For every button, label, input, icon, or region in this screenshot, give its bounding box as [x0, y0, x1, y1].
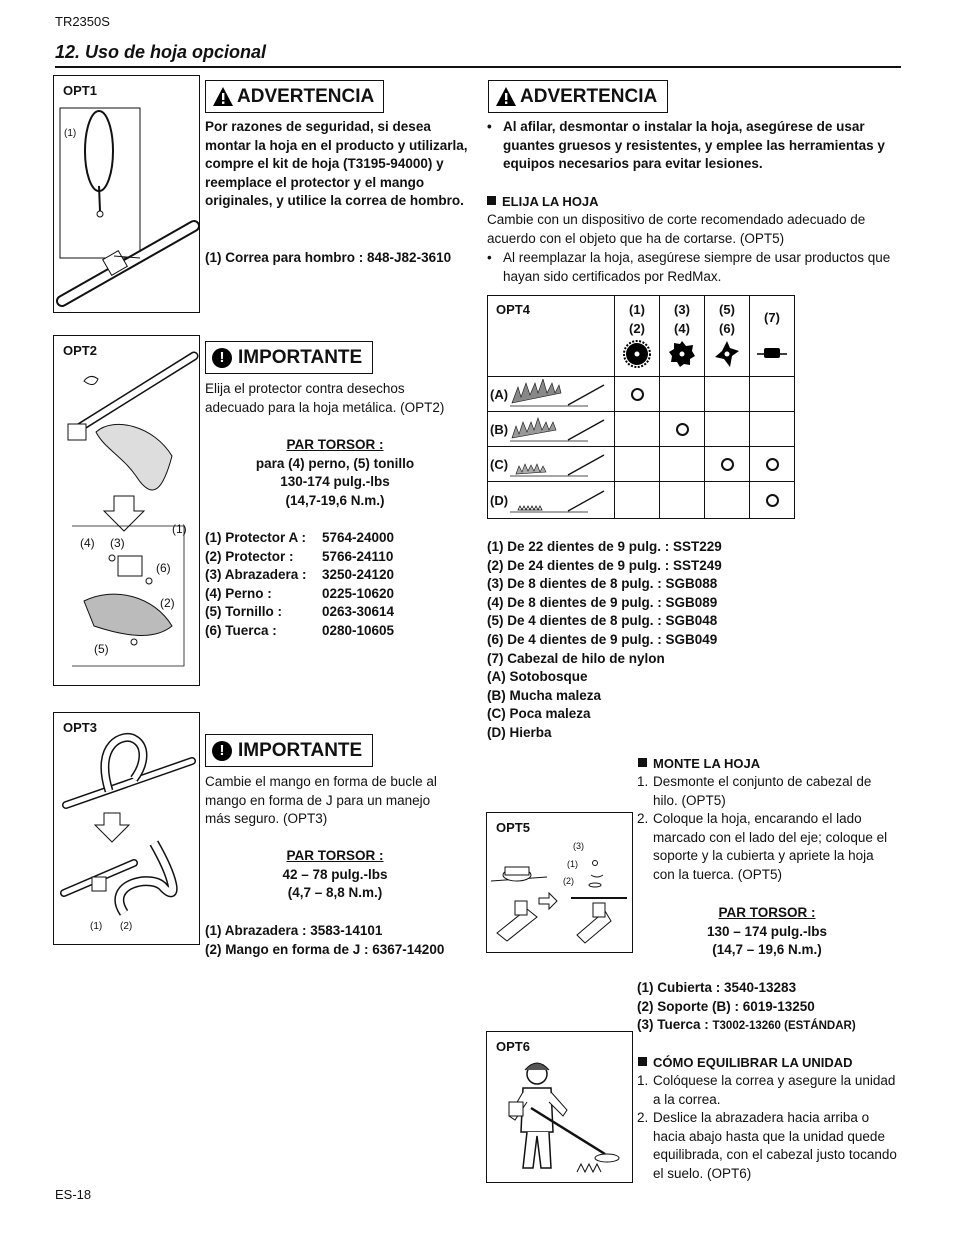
- list-item: 2. Coloque la hoja, encarando el lado marcado con el lado del eje; coloque el soporte y la cubierta y apriete la hoja con la tuerca. (OPT5): [637, 810, 899, 884]
- row-cell: [488, 482, 615, 519]
- blade-legend: [487, 538, 787, 743]
- recommended-mark-icon: [676, 423, 689, 436]
- row-cell: [488, 447, 615, 482]
- header-rule: [55, 66, 901, 68]
- opt3-notice-badge: [205, 734, 373, 767]
- mount-parts-list: [637, 979, 899, 1036]
- legend-item: (B) Mucha maleza: [487, 687, 602, 703]
- legend-item: (C) Poca maleza: [487, 706, 591, 722]
- opt2-parts-list: [205, 529, 465, 641]
- opt2-torque-line: para (4) perno, (5) tonillo: [255, 455, 415, 471]
- saw-blade-22-24-icon: [623, 340, 651, 368]
- legend-item: (6) De 4 dientes de 9 pulg. : SGB049: [487, 631, 718, 647]
- opt2-callout-2: (2): [160, 596, 175, 610]
- balance-heading: CÓMO EQUILIBRAR LA UNIDAD: [638, 1054, 853, 1073]
- exclamation-icon: !: [212, 741, 232, 761]
- table-row: [488, 377, 795, 412]
- recommended-mark-icon: [766, 458, 779, 471]
- mark-cell: [615, 412, 660, 447]
- operator-balancing-illustration: [487, 1032, 632, 1182]
- table-header-row: [488, 296, 795, 377]
- choose-bullet: [487, 249, 897, 286]
- mark-cell: [705, 412, 750, 447]
- mount-torque-title: PAR TORSOR :: [718, 905, 816, 920]
- opt3-callout-2: (2): [120, 921, 133, 932]
- part-row: [205, 603, 465, 622]
- mount-steps: [637, 773, 899, 885]
- light-weeds-illustration: [508, 449, 608, 479]
- right-warning-bullet: [487, 118, 895, 174]
- part-row: (3) Tuerca : T3002-13260 (ESTÁNDAR): [637, 1017, 856, 1033]
- opt2-callout-5: (5): [94, 642, 109, 656]
- list-item: 1. Colóquese la correa y asegure la unidad a la correa.: [637, 1072, 899, 1109]
- table-row: [488, 447, 795, 482]
- list-item: 1. Desmonte el conjunto de cabezal de hilo. (OPT5): [637, 773, 899, 810]
- mount-step-text: Desmonte el conjunto de cabezal de hilo. (OPT5): [653, 774, 872, 808]
- legend-item: (5) De 4 dientes de 8 pulg. : SGB048: [487, 613, 718, 629]
- opt1-figure-label: OPT1: [63, 83, 97, 98]
- mark-cell: [705, 447, 750, 482]
- choose-bullet-text: Al reemplazar la hoja, asegúrese siempre de usar productos que hayan sido certificados por RedMax.: [503, 250, 891, 284]
- row-label: (C): [490, 456, 509, 472]
- mark-cell: [705, 377, 750, 412]
- part-code: 3250-24120: [322, 567, 395, 583]
- balance-step-text: Deslice la abrazadera hacia arriba o hacia abajo hasta que la unidad quede equilibrada, con el cabezal justo tocando el suelo. (OPT6): [653, 1110, 897, 1181]
- mount-heading: MONTE LA HOJA: [638, 755, 760, 774]
- opt2-callout-1: (1): [172, 522, 187, 536]
- column-header: (7): [750, 296, 795, 377]
- opt4-blade-table: [487, 295, 795, 519]
- page-number: ES-18: [55, 1187, 92, 1202]
- legend-item: (D) Hierba: [487, 724, 552, 740]
- opt2-notice-badge: [205, 341, 373, 374]
- opt1-part: (1) Correa para hombro : 848-J82-3610: [205, 250, 452, 265]
- part-row: [205, 566, 465, 585]
- part-row: [205, 548, 465, 567]
- legend-item: (A) Sotobosque: [487, 669, 588, 685]
- square-bullet-icon: [638, 1057, 647, 1066]
- debris-guard-illustration: [54, 336, 199, 685]
- part-row: [205, 622, 465, 641]
- row-cell: [488, 377, 615, 412]
- opt1-callout: (1): [64, 128, 77, 139]
- mark-cell: [615, 482, 660, 519]
- column-header: (5) (6): [705, 296, 750, 377]
- part-code: 5764-24000: [322, 530, 395, 545]
- part-name: (6) Tuerca :: [205, 622, 277, 638]
- mark-cell: [615, 447, 660, 482]
- part-row: (2) Soporte (B) : 6019-13250: [637, 998, 815, 1014]
- square-bullet-icon: [638, 758, 647, 767]
- opt2-callout-6: (6): [156, 561, 171, 575]
- part-row: (2) Mango en forma de J : 6367-14200: [205, 941, 445, 957]
- opt4-label: OPT4: [488, 296, 615, 377]
- right-warning-title: ADVERTENCIA: [520, 85, 658, 107]
- legend-item: (2) De 24 dientes de 9 pulg. : SST249: [487, 557, 722, 573]
- opt2-torque-line: 130-174 pulg.-lbs: [280, 474, 390, 490]
- opt2-callout-4: (4): [80, 536, 95, 550]
- table-row: [488, 482, 795, 519]
- model-name: TR2350S: [55, 14, 110, 29]
- legend-item: (3) De 8 dientes de 8 pulg. : SGB088: [487, 576, 718, 592]
- part-name: (1) Protector A :: [205, 530, 307, 545]
- mark-cell: [660, 447, 705, 482]
- opt2-callout-3: (3): [110, 536, 125, 550]
- opt3-notice-title: IMPORTANTE: [238, 739, 363, 761]
- part-code: 0225-10620: [322, 585, 395, 601]
- part-code: 5766-24110: [322, 548, 394, 564]
- opt3-torque: [205, 847, 465, 903]
- opt2-text: Elija el protector contra desechos adecuado para la hoja metálica. (OPT2): [205, 381, 445, 415]
- table-row: [488, 412, 795, 447]
- recommended-mark-icon: [766, 494, 779, 507]
- opt2-notice-title: IMPORTANTE: [238, 346, 363, 368]
- opt2-torque: [205, 436, 465, 510]
- mount-step-text: Coloque la hoja, encarando el lado marcado con el lado del eje; coloque el soporte y la cubierta y apriete la hoja con la tuerca. (OPT5): [653, 811, 888, 882]
- opt2-figure: [53, 335, 200, 686]
- row-cell: [488, 412, 615, 447]
- mark-cell: [750, 447, 795, 482]
- choose-text: Cambie con un dispositivo de corte recomendado adecuado de acuerdo con el objeto que ha de cortarse. (OPT5): [487, 212, 866, 246]
- part-code: 0280-10605: [322, 622, 395, 638]
- opt6-figure: [486, 1031, 633, 1183]
- mark-cell: [750, 482, 795, 519]
- opt5-figure: [486, 812, 633, 953]
- choose-heading: ELIJA LA HOJA: [487, 193, 599, 212]
- section-title: 12. Uso de hoja opcional: [55, 42, 267, 62]
- legend-item: (1) De 22 dientes de 9 pulg. : SST229: [487, 539, 722, 554]
- opt1-warning-badge: [205, 80, 384, 113]
- row-label: (D): [490, 492, 509, 508]
- opt6-figure-label: OPT6: [496, 1039, 530, 1054]
- list-item: 2. Deslice la abrazadera hacia arriba o hacia abajo hasta que la unidad quede equilibrada, con el cabezal justo tocando el suelo. (OPT6): [637, 1109, 899, 1183]
- row-label: (A): [490, 386, 509, 402]
- undergrowth-illustration: [508, 379, 608, 409]
- opt1-warning-title: ADVERTENCIA: [237, 85, 375, 107]
- column-header: (1) (2): [615, 296, 660, 377]
- part-row: [205, 529, 465, 548]
- warning-triangle-icon: [495, 86, 517, 107]
- mark-cell: [615, 377, 660, 412]
- recommended-mark-icon: [631, 388, 644, 401]
- recommended-mark-icon: [721, 458, 734, 471]
- square-bullet-icon: [487, 196, 496, 205]
- nylon-head-icon: [757, 345, 787, 361]
- legend-item: (7) Cabezal de hilo de nylon: [487, 650, 665, 666]
- opt3-figure-label: OPT3: [63, 720, 97, 735]
- part-name: (2) Protector :: [205, 548, 294, 564]
- part-code: 0263-30614: [322, 604, 395, 620]
- mark-cell: [750, 377, 795, 412]
- balance-steps: [637, 1072, 899, 1184]
- mount-torque-line: 130 – 174 pulg.-lbs: [706, 923, 828, 939]
- shoulder-strap-illustration: [54, 76, 199, 312]
- mark-cell: [660, 482, 705, 519]
- opt3-callout-1: (1): [90, 921, 103, 932]
- part-row: (1) Cubierta : 3540-13283: [637, 980, 797, 995]
- mark-cell: [660, 377, 705, 412]
- opt5-figure-label: OPT5: [496, 820, 530, 835]
- bullet-icon: •: [487, 119, 492, 134]
- opt3-figure: [53, 712, 200, 945]
- legend-item: (4) De 8 dientes de 9 pulg. : SGB089: [487, 594, 718, 610]
- opt1-warning-text: Por razones de seguridad, si desea montar la hoja en el producto y utilizarla, compre el kit de hoja (T3195-94000) y reemplace el protector y el mango originales, y utilice la correa de hombro.: [205, 119, 468, 209]
- right-warning-text: Al afilar, desmontar o instalar la hoja, asegúrese de usar guantes gruesos y resistentes, y emplee las herramientas y equipos necesarios para evitar lesiones.: [503, 119, 885, 172]
- j-handle-illustration: [54, 713, 199, 944]
- part-name: (3) Abrazadera :: [205, 567, 307, 583]
- blade-mounting-illustration: [487, 813, 632, 952]
- opt5-callout-1: (1): [567, 859, 578, 869]
- mount-torque-line: (14,7 – 19,6 N.m.): [712, 942, 822, 958]
- row-label: (B): [490, 421, 509, 437]
- exclamation-icon: !: [212, 348, 232, 368]
- part-row: [205, 585, 465, 604]
- grass-illustration: [508, 485, 608, 515]
- opt2-torque-title: PAR TORSOR :: [286, 437, 384, 452]
- part-name: (4) Perno :: [205, 585, 272, 601]
- opt3-text: Cambie el mango en forma de bucle al mango en forma de J para un manejo más seguro. (OPT3): [205, 774, 437, 827]
- part-row: (1) Abrazadera : 3583-14101: [205, 923, 383, 938]
- part-name: (5) Tornillo :: [205, 604, 282, 620]
- mark-cell: [660, 412, 705, 447]
- bullet-icon: •: [487, 250, 492, 265]
- opt3-torque-line: (4,7 – 8,8 N.m.): [287, 885, 383, 901]
- warning-triangle-icon: [212, 86, 234, 107]
- opt5-callout-3: (3): [573, 841, 584, 851]
- opt5-callout-2: (2): [563, 876, 574, 886]
- blade-4-tooth-icon: [713, 340, 741, 368]
- mark-cell: [705, 482, 750, 519]
- opt3-parts-list: [205, 922, 475, 959]
- opt2-figure-label: OPT2: [63, 343, 97, 358]
- mount-torque: [637, 904, 897, 960]
- opt2-torque-line: (14,7-19,6 N.m.): [285, 492, 385, 508]
- balance-step-text: Colóquese la correa y asegure la unidad a la correa.: [653, 1073, 896, 1107]
- right-warning-badge: [488, 80, 668, 113]
- mark-cell: [750, 412, 795, 447]
- opt3-torque-title: PAR TORSOR :: [286, 848, 384, 863]
- opt3-torque-line: 42 – 78 pulg.-lbs: [282, 866, 388, 882]
- opt1-figure: [53, 75, 200, 313]
- heavy-weeds-illustration: [508, 414, 608, 444]
- saw-blade-8-icon: [668, 340, 696, 368]
- column-header: (3) (4): [660, 296, 705, 377]
